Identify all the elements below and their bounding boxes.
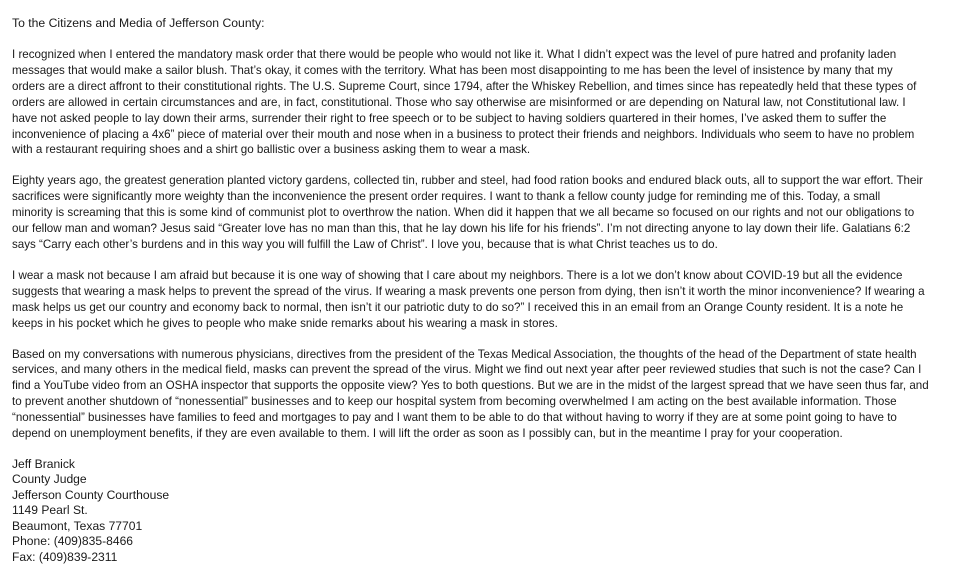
signature-name: Jeff Branick <box>12 456 75 471</box>
paragraph-line: suggests that wearing a mask helps to prevent the spread of the virus. If wearing a mask prevents one person from dying, then isn’t it worth the minor inconvenience? If wearing a <box>12 284 925 298</box>
paragraph-4 <box>12 347 948 442</box>
paragraph-line: inconvenience of placing a 4x6” piece of material over their mouth and nose when in a business to protect their friends and neighbors. Individuals who seem to have no problem <box>12 127 915 141</box>
signature-city: Beaumont, Texas 77701 <box>12 518 143 533</box>
paragraph-3 <box>12 268 948 332</box>
paragraph-line: “nonessential” businesses have families to feed and mortgages to pay and I want them to be able to do that without having to worry if they are at some point going to have to <box>12 411 897 425</box>
signature-office: Jefferson County Courthouse <box>12 487 170 502</box>
paragraph-line: minority is screaming that this is some kind of communist plot to overthrow the nation. When did it happen that we all became so focused on our rights and not our obligations to <box>12 206 915 220</box>
paragraph-line: messages that would make a sailor blush. That’s okay, it comes with the territory. What has been most disappointing to me has been the level of insistence by many that my <box>12 63 893 77</box>
paragraph-line: I recognized when I entered the mandatory mask order that there would be people who would not like it. What I didn’t expect was the level of pure hatred and profanity laden <box>12 48 897 61</box>
paragraph-line: find a YouTube video from an OSHA inspector that supports the opposite view? Yes to both questions. But we are in the midst of the largest spread that we have seen thus far, and <box>12 379 929 393</box>
signature-title: County Judge <box>12 472 87 487</box>
paragraph-1 <box>12 47 948 158</box>
paragraph-2 <box>12 173 948 253</box>
paragraph-line: says “Carry each other’s burdens and in this way you will fulfill the Law of Christ”. I love you, because that is what Christ teaches us to do. <box>12 237 718 251</box>
paragraph-line: orders are allowed in certain circumstances and are, in fact, constitutional. Those who say otherwise are misinformed or are depending on Natural law, not Constitutional law. I <box>12 95 906 109</box>
paragraph-line: depend on unemployment benefits, if they are even available to them. I will lift the order as soon as I possibly can, but in the meantime I pray for your cooperation. <box>12 427 843 441</box>
paragraph-line: Eighty years ago, the greatest generation planted victory gardens, collected tin, rubber and steel, had food ration books and endured black outs, all to support the war effort. Their <box>12 174 923 188</box>
paragraph-line: Based on my conversations with numerous physicians, directives from the president of the Texas Medical Association, the thoughts of the head of the Department of state health <box>12 347 917 361</box>
paragraph-line: sacrifices were significantly more weighty than the inconvenience the present order requires. I want to thank a fellow county judge for reminding me of this. Today, a small <box>12 190 881 204</box>
signature-fax: Fax: (409)839-2311 <box>12 549 118 564</box>
paragraph-line: have not asked people to lay down their arms, surrender their right to free speech or to be subject to having soldiers quartered in their homes, I’ve asked them to suffer the <box>12 111 887 125</box>
signature-block <box>12 457 948 566</box>
signature-street: 1149 Pearl St. <box>12 503 88 518</box>
paragraph-line: I wear a mask not because I am afraid but because it is one way of showing that I care about my neighbors. There is a lot we don’t know about COVID-19 but all the evidence <box>12 268 903 282</box>
paragraph-line: to prevent another shutdown of “nonessential” businesses and to keep our hospital system from becoming overwhelmed I am acting on the best available information. Those <box>12 395 897 409</box>
paragraph-line: our fellow man and woman? Jesus said “Greater love has no man than this, that he lay down his life for his friends”. I’m not directing anyone to lay down their life. Galatians 6:2 <box>12 222 911 236</box>
letter-salutation: To the Citizens and Media of Jefferson County: <box>12 16 265 30</box>
paragraph-line: with a restaurant requiring shoes and a shirt go ballistic over a business asking them to wear a mask. <box>12 143 531 157</box>
paragraph-line: orders are a direct affront to their constitutional rights. The U.S. Supreme Court, since 1794, after the Whiskey Rebellion, and times since has repeatedly held that these types of <box>12 79 917 93</box>
paragraph-line: services, and many others in the medical field, masks can prevent the spread of the virus. Might we find out next year after peer reviewed studies that such is not the case? Can I <box>12 363 922 377</box>
paragraph-line: keeps in his pocket which he gives to people who make snide remarks about his wearing a mask in stores. <box>12 316 558 330</box>
signature-phone: Phone: (409)835-8466 <box>12 534 134 549</box>
paragraph-line: mask helps us get our country and economy back to normal, then isn’t it our patriotic duty to do so?” I received this in an email from an Orange County resident. It is a note he <box>12 300 904 314</box>
